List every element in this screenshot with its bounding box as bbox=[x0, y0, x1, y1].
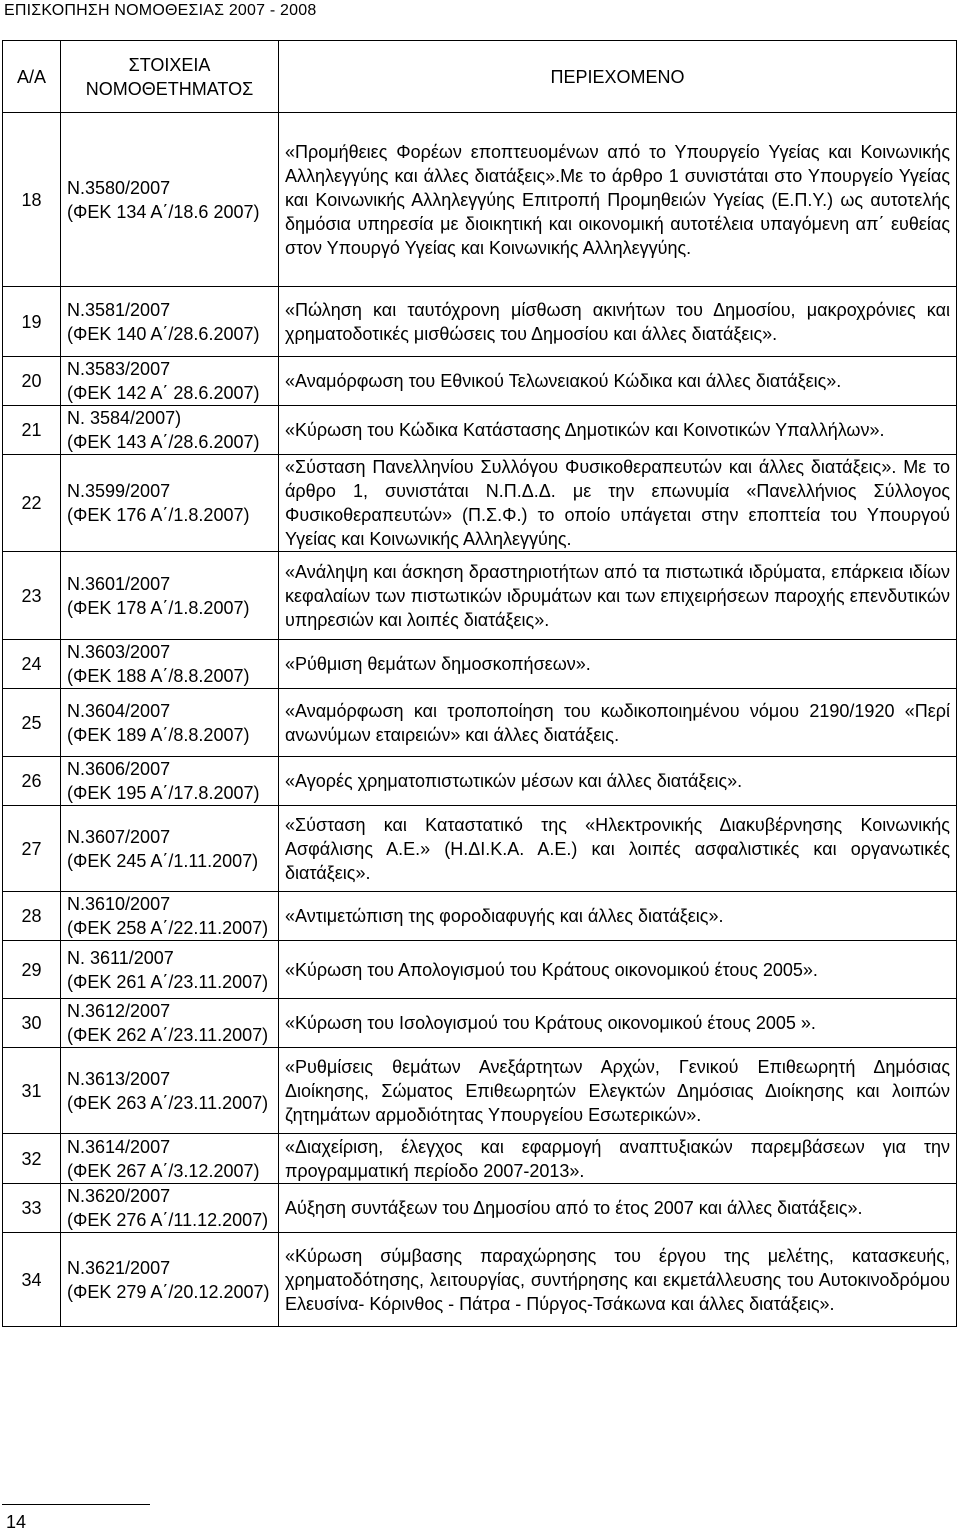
table-row bbox=[3, 941, 957, 999]
row-number: 24 bbox=[3, 640, 61, 689]
law-number: Ν.3604/2007 bbox=[67, 700, 171, 721]
table-row bbox=[3, 1233, 957, 1327]
column-header-law-line2: ΝΟΜΟΘΕΤΗΜΑΤΟΣ bbox=[85, 78, 254, 99]
table-row bbox=[3, 689, 957, 757]
gazette-reference: (ΦΕΚ 267 Α΄/3.12.2007) bbox=[67, 1160, 260, 1181]
law-details bbox=[61, 892, 279, 941]
law-number: Ν.3599/2007 bbox=[67, 481, 171, 501]
row-number: 32 bbox=[3, 1134, 61, 1184]
gazette-reference: (ΦΕΚ 143 Α΄/28.6.2007) bbox=[67, 432, 260, 452]
law-details bbox=[61, 552, 279, 640]
law-content: «Αναμόρφωση του Εθνικού Τελωνειακού Κώδικα και άλλες διατάξεις». bbox=[279, 357, 957, 406]
gazette-reference: (ΦΕΚ 276 Α΄/11.12.2007) bbox=[67, 1210, 269, 1230]
law-number: Ν.3620/2007 bbox=[67, 1186, 171, 1206]
law-details bbox=[61, 1134, 279, 1184]
row-number: 30 bbox=[3, 999, 61, 1048]
row-number: 33 bbox=[3, 1184, 61, 1233]
law-number: Ν.3612/2007 bbox=[67, 1001, 171, 1021]
gazette-reference: (ΦΕΚ 195 Α΄/17.8.2007) bbox=[67, 783, 260, 803]
law-number: Ν.3583/2007 bbox=[67, 359, 171, 379]
law-details bbox=[61, 455, 279, 552]
law-content: «Προμήθειες Φορέων εποπτευομένων από το Υπουργείο Υγείας και Κοινωνικής Αλληλεγγύης και άλλες διατάξεις».Με το άρθρο 1 συνιστάται στο Υπουργείο Υγείας και Κοινωνικής Αλληλεγγύης Επιτροπή Προμηθειών Υγείας (Ε.Π.Υ.) ως αυτοτελής δημόσια υπηρεσία με διοικητική και οικονομική αυτοτέλεια υπαγόμενη απ΄ ευθείας στον Υπουργό Υγείας και Κοινωνικής Αλληλεγγύης. bbox=[279, 113, 957, 287]
footer-rule bbox=[2, 1504, 150, 1505]
law-details bbox=[61, 406, 279, 455]
row-number: 29 bbox=[3, 941, 61, 999]
law-content: «Αντιμετώπιση της φοροδιαφυγής και άλλες διατάξεις». bbox=[279, 892, 957, 941]
law-details bbox=[61, 806, 279, 892]
law-content: «Ρυθμίσεις θεμάτων Ανεξάρτητων Αρχών, Γενικού Επιθεωρητή Δημόσιας Διοίκησης, Σώματος Επιθεωρητών Ελεγκτών Δημόσιας Διοίκησης και λοιπών ζητημάτων αρμοδιότητας Υπουργείου Εσωτερικών». bbox=[279, 1048, 957, 1134]
table-row bbox=[3, 406, 957, 455]
gazette-reference: (ΦΕΚ 188 Α΄/8.8.2007) bbox=[67, 666, 250, 686]
law-details bbox=[61, 1233, 279, 1327]
law-number: Ν.3610/2007 bbox=[67, 894, 171, 914]
row-number: 20 bbox=[3, 357, 61, 406]
law-number: Ν.3621/2007 bbox=[67, 1257, 171, 1278]
row-number: 26 bbox=[3, 757, 61, 806]
row-number: 31 bbox=[3, 1048, 61, 1134]
law-content: «Σύσταση Πανελληνίου Συλλόγου Φυσικοθεραπευτών και άλλες διατάξεις». Με το άρθρο 1, συνιστάται Ν.Π.Δ.Δ. με την επωνυμία «Πανελλήνιος Σύλλογος Φυσικοθεραπευτών» (Π.Σ.Φ.) το οποίο υπάγεται στην εποπτεία του Υπουργού Υγείας και Κοινωνικής Αλληλεγγύης. bbox=[279, 455, 957, 552]
table-row bbox=[3, 357, 957, 406]
gazette-reference: (ΦΕΚ 178 Α΄/1.8.2007) bbox=[67, 597, 250, 618]
row-number: 21 bbox=[3, 406, 61, 455]
table-row bbox=[3, 757, 957, 806]
law-details bbox=[61, 941, 279, 999]
row-number: 28 bbox=[3, 892, 61, 941]
legislation-table bbox=[2, 40, 957, 1327]
gazette-reference: (ΦΕΚ 262 Α΄/23.11.2007) bbox=[67, 1025, 269, 1045]
table-row bbox=[3, 1048, 957, 1134]
gazette-reference: (ΦΕΚ 279 Α΄/20.12.2007) bbox=[67, 1281, 270, 1302]
row-number: 22 bbox=[3, 455, 61, 552]
law-content: «Κύρωση του Απολογισμού του Κράτους οικονομικού έτους 2005». bbox=[279, 941, 957, 999]
law-content: «Κύρωση του Ισολογισμού του Κράτους οικονομικού έτους 2005 ». bbox=[279, 999, 957, 1048]
row-number: 27 bbox=[3, 806, 61, 892]
table-row bbox=[3, 806, 957, 892]
table-row bbox=[3, 1184, 957, 1233]
law-number: Ν.3581/2007 bbox=[67, 299, 171, 320]
law-details bbox=[61, 357, 279, 406]
law-details bbox=[61, 1184, 279, 1233]
column-header-aa: Α/Α bbox=[3, 41, 61, 113]
row-number: 18 bbox=[3, 113, 61, 287]
table-row bbox=[3, 1134, 957, 1184]
law-details bbox=[61, 757, 279, 806]
law-content: «Αγορές χρηματοπιστωτικών μέσων και άλλες διατάξεις». bbox=[279, 757, 957, 806]
law-details bbox=[61, 689, 279, 757]
column-header-content: ΠΕΡΙΕΧΟΜΕΝΟ bbox=[279, 41, 957, 113]
law-content: «Κύρωση σύμβασης παραχώρησης του έργου της μελέτης, κατασκευής, χρηματοδότησης, λειτουργίας, συντήρησης και εκμετάλλευσης του Αυτοκινοδρόμου Ελευσίνα- Κόρινθος - Πάτρα - Πύργος-Τσάκωνα και άλλες διατάξεις». bbox=[279, 1233, 957, 1327]
row-number: 23 bbox=[3, 552, 61, 640]
law-number: Ν.3613/2007 bbox=[67, 1068, 171, 1089]
table-header-row bbox=[3, 41, 957, 113]
table-row bbox=[3, 999, 957, 1048]
law-number: Ν.3601/2007 bbox=[67, 573, 171, 594]
gazette-reference: (ΦΕΚ 258 Α΄/22.11.2007) bbox=[67, 918, 269, 938]
law-number: Ν.3580/2007 bbox=[67, 177, 171, 198]
law-content: Αύξηση συντάξεων του Δημοσίου από το έτος 2007 και άλλες διατάξεις». bbox=[279, 1184, 957, 1233]
column-header-law-details bbox=[61, 41, 279, 113]
table-row bbox=[3, 455, 957, 552]
page-number: 14 bbox=[6, 1512, 27, 1532]
row-number: 25 bbox=[3, 689, 61, 757]
law-details bbox=[61, 1048, 279, 1134]
law-number: Ν.3606/2007 bbox=[67, 759, 171, 779]
column-header-law-line1: ΣΤΟΙΧΕΙΑ bbox=[128, 54, 211, 75]
law-content: «Αναμόρφωση και τροποποίηση του κωδικοποιημένου νόμου 2190/1920 «Περί ανωνύμων εταιρειών» και άλλες διατάξεις. bbox=[279, 689, 957, 757]
law-number: Ν.3607/2007 bbox=[67, 826, 171, 847]
law-details bbox=[61, 999, 279, 1048]
law-details bbox=[61, 640, 279, 689]
law-number: Ν.3603/2007 bbox=[67, 642, 171, 662]
law-number: Ν.3614/2007 bbox=[67, 1136, 171, 1157]
law-content: «Ανάληψη και άσκηση δραστηριοτήτων από τα πιστωτικά ιδρύματα, επάρκεια ιδίων κεφαλαίων των πιστωτικών ιδρυμάτων και των επιχειρήσεων παροχής επενδυτικών υπηρεσιών και λοιπές διατάξεις». bbox=[279, 552, 957, 640]
law-content: «Σύσταση και Καταστατικό της «Ηλεκτρονικής Διακυβέρνησης Κοινωνικής Ασφάλισης Α.Ε.» (Η.ΔΙ.Κ.Α. Α.Ε.) και λοιπές ασφαλιστικές και οργανωτικές διατάξεις». bbox=[279, 806, 957, 892]
table-row bbox=[3, 113, 957, 287]
gazette-reference: (ΦΕΚ 134 Α΄/18.6 2007) bbox=[67, 201, 260, 222]
gazette-reference: (ΦΕΚ 261 Α΄/23.11.2007) bbox=[67, 971, 269, 992]
gazette-reference: (ΦΕΚ 245 Α΄/1.11.2007) bbox=[67, 850, 259, 871]
gazette-reference: (ΦΕΚ 140 Α΄/28.6.2007) bbox=[67, 323, 260, 344]
gazette-reference: (ΦΕΚ 189 Α΄/8.8.2007) bbox=[67, 724, 250, 745]
gazette-reference: (ΦΕΚ 176 Α΄/1.8.2007) bbox=[67, 505, 250, 525]
law-number: Ν. 3611/2007 bbox=[67, 947, 174, 968]
law-number: Ν. 3584/2007) bbox=[67, 408, 182, 428]
gazette-reference: (ΦΕΚ 142 Α΄ 28.6.2007) bbox=[67, 383, 260, 403]
law-details bbox=[61, 113, 279, 287]
running-header: ΕΠΙΣΚΟΠΗΣΗ ΝΟΜΟΘΕΣΙΑΣ 2007 - 2008 bbox=[4, 2, 317, 19]
table-row bbox=[3, 640, 957, 689]
table-row bbox=[3, 287, 957, 357]
law-content: «Διαχείριση, έλεγχος και εφαρμογή αναπτυξιακών παρεμβάσεων για την προγραμματική περίοδο 2007-2013». bbox=[279, 1134, 957, 1184]
law-content: «Κύρωση του Κώδικα Κατάστασης Δημοτικών και Κοινοτικών Υπαλλήλων». bbox=[279, 406, 957, 455]
table-row bbox=[3, 892, 957, 941]
row-number: 19 bbox=[3, 287, 61, 357]
gazette-reference: (ΦΕΚ 263 Α΄/23.11.2007) bbox=[67, 1092, 269, 1113]
table-row bbox=[3, 552, 957, 640]
law-content: «Ρύθμιση θεμάτων δημοσκοπήσεων». bbox=[279, 640, 957, 689]
law-details bbox=[61, 287, 279, 357]
row-number: 34 bbox=[3, 1233, 61, 1327]
law-content: «Πώληση και ταυτόχρονη μίσθωση ακινήτων του Δημοσίου, μακροχρόνιες και χρηματοδοτικές μισθώσεις του Δημοσίου και άλλες διατάξεις». bbox=[279, 287, 957, 357]
